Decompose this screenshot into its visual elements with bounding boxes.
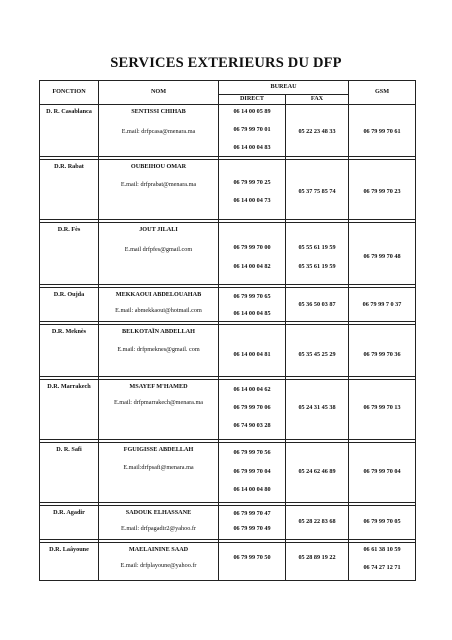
direct-cell xyxy=(219,288,286,322)
fax-cell xyxy=(286,443,349,503)
gsm-number: 06 79 99 70 04 xyxy=(363,468,401,475)
direct-phone: 06 79 99 70 47 xyxy=(233,510,271,517)
name-cell xyxy=(99,288,219,322)
name-cell xyxy=(99,443,219,503)
direct-phone: 06 14 00 04 82 xyxy=(233,263,271,270)
name-cell xyxy=(99,160,219,220)
person-name: JOUT JILALI xyxy=(139,226,178,233)
fonction-cell: D.R. Oujda xyxy=(40,288,99,322)
email-text: E.mail: drfprabat@menara.ma xyxy=(120,181,197,188)
name-cell xyxy=(99,325,219,377)
direct-cell xyxy=(219,105,286,157)
gsm-cell xyxy=(349,105,416,157)
fonction-cell: D.R. Agadir xyxy=(40,506,99,540)
direct-phone: 06 74 90 03 28 xyxy=(233,422,271,429)
fax-number: 05 22 23 48 33 xyxy=(298,128,336,135)
gsm-cell xyxy=(349,543,416,581)
gsm-cell xyxy=(349,223,416,285)
email-text: E.mail:drfpsafi@menara.ma xyxy=(123,464,194,471)
fax-cell xyxy=(286,380,349,440)
table-row xyxy=(40,105,416,157)
email-text: E.mail: drfpmarrakech@menara.ma xyxy=(113,399,203,406)
fax-number: 05 36 50 03 87 xyxy=(298,301,336,308)
table-row xyxy=(40,443,416,503)
direct-cell xyxy=(219,325,286,377)
direct-cell xyxy=(219,380,286,440)
direct-cell xyxy=(219,223,286,285)
table-row xyxy=(40,543,416,581)
gsm-cell xyxy=(349,380,416,440)
gsm-number: 06 79 99 70 05 xyxy=(363,518,401,525)
table-row xyxy=(40,506,416,540)
header-gsm: GSM xyxy=(349,81,416,105)
direct-phone: 06 14 00 04 83 xyxy=(233,144,271,151)
gsm-cell xyxy=(349,506,416,540)
person-name: OUBEIHOU OMAR xyxy=(130,163,187,170)
table-row xyxy=(40,325,416,377)
gsm-cell xyxy=(349,288,416,322)
header-fonction: FONCTION xyxy=(40,81,99,105)
direct-phone: 06 14 00 04 73 xyxy=(233,197,271,204)
email-text: E.mail: drfpcasa@menara.ma xyxy=(121,128,196,135)
direct-phone: 06 79 99 70 56 xyxy=(233,449,271,456)
person-name: SADOUK ELHASSANE xyxy=(125,509,192,516)
gsm-number: 06 79 99 7 0 37 xyxy=(362,301,402,308)
fax-cell xyxy=(286,325,349,377)
gsm-cell xyxy=(349,325,416,377)
direct-phone: 06 14 00 04 62 xyxy=(233,386,271,393)
table-row xyxy=(40,288,416,322)
direct-phone: 06 14 00 04 85 xyxy=(233,310,271,317)
email-text: E.mail: abmekkaoui@hotmail.com xyxy=(115,307,202,314)
person-name: MEKKAOUI ABDELOUAHAB xyxy=(115,291,202,298)
fonction-cell: D.R. Marrakech xyxy=(40,380,99,440)
direct-phone: 06 79 99 70 00 xyxy=(233,244,271,251)
fonction-cell: D.R. Rabat xyxy=(40,160,99,220)
name-cell xyxy=(99,506,219,540)
direct-phone: 06 79 99 70 50 xyxy=(233,554,271,561)
direct-phone: 06 79 99 70 06 xyxy=(233,404,271,411)
header-direct: DIRECT xyxy=(219,95,286,105)
fax-number: 05 28 89 19 22 xyxy=(298,554,336,561)
person-name: BELKOTAÏN ABDELLAH xyxy=(122,328,195,335)
fax-number: 05 35 61 19 59 xyxy=(298,263,336,270)
direct-cell xyxy=(219,506,286,540)
direct-phone: 06 79 99 70 49 xyxy=(233,525,271,532)
fonction-cell: D. R. Casablanca xyxy=(40,105,99,157)
gsm-number: 06 79 99 70 48 xyxy=(363,253,401,260)
fax-number: 05 37 75 85 74 xyxy=(298,188,336,195)
gsm-number: 06 79 99 70 61 xyxy=(363,128,401,135)
fax-cell xyxy=(286,105,349,157)
page-title: SERVICES EXTERIEURS DU DFP xyxy=(110,55,342,71)
gsm-number: 06 79 99 70 36 xyxy=(363,351,401,358)
direct-cell xyxy=(219,160,286,220)
email-text: E.mail: drfpmeknes@gmail. com xyxy=(117,346,200,353)
table-row xyxy=(40,223,416,285)
header-bureau: BUREAU xyxy=(219,81,349,95)
table-row xyxy=(40,160,416,220)
fax-number: 05 55 61 19 59 xyxy=(298,244,336,251)
direct-phone: 06 79 99 70 25 xyxy=(233,179,271,186)
direct-phone: 06 14 00 04 81 xyxy=(233,351,271,358)
fax-number: 05 24 62 46 89 xyxy=(298,468,336,475)
direct-phone: 06 79 99 70 01 xyxy=(233,126,271,133)
header-nom: NOM xyxy=(99,81,219,105)
person-name: FGUIGISSE ABDELLAH xyxy=(123,446,194,453)
name-cell xyxy=(99,543,219,581)
person-name: MAELAININE SAAD xyxy=(128,546,189,553)
fax-number: 05 28 22 83 68 xyxy=(298,518,336,525)
name-cell xyxy=(99,105,219,157)
fax-cell xyxy=(286,160,349,220)
gsm-number: 06 79 99 70 23 xyxy=(363,188,401,195)
fax-cell xyxy=(286,506,349,540)
fax-cell xyxy=(286,543,349,581)
gsm-cell xyxy=(349,443,416,503)
fonction-cell: D. R. Safi xyxy=(40,443,99,503)
fax-number: 05 24 31 45 38 xyxy=(298,404,336,411)
fax-cell xyxy=(286,223,349,285)
fonction-cell: D.R. Fès xyxy=(40,223,99,285)
direct-phone: 06 14 00 04 80 xyxy=(233,486,271,493)
header-fax: FAX xyxy=(286,95,349,105)
direct-phone: 06 14 00 05 89 xyxy=(233,108,271,115)
email-text: E.mail drfpfes@gmail.com xyxy=(124,246,193,253)
fonction-cell: D.R. Laâyoune xyxy=(40,543,99,581)
direct-phone: 06 79 99 70 65 xyxy=(233,293,271,300)
name-cell xyxy=(99,223,219,285)
gsm-number: 06 79 99 70 13 xyxy=(363,404,401,411)
fax-number: 05 35 45 25 29 xyxy=(298,351,336,358)
direct-cell xyxy=(219,543,286,581)
email-text: E.mail: drfpagadir2@yahoo.fr xyxy=(121,525,196,532)
email-text: E.mail: drfplayoune@yahoo.fr xyxy=(120,562,197,569)
direct-phone: 06 79 99 70 04 xyxy=(233,468,271,475)
gsm-cell xyxy=(349,160,416,220)
gsm-number: 06 74 27 12 71 xyxy=(363,564,401,571)
gsm-number: 06 61 38 10 59 xyxy=(363,546,401,553)
fonction-cell: D.R. Meknès xyxy=(40,325,99,377)
table-row xyxy=(40,380,416,440)
fax-cell xyxy=(286,288,349,322)
person-name: SENTISSI CHIHAB xyxy=(131,108,186,115)
contacts-table xyxy=(39,80,416,581)
direct-cell xyxy=(219,443,286,503)
name-cell xyxy=(99,380,219,440)
person-name: MSAYEF M'HAMED xyxy=(129,383,188,390)
